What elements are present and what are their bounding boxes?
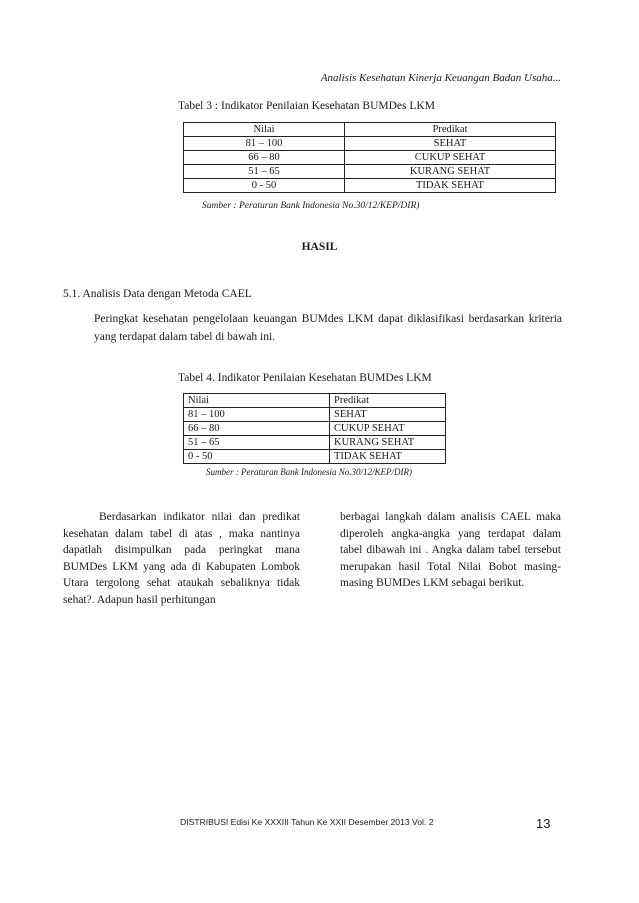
table-cell: TIDAK SEHAT <box>345 179 556 193</box>
table-cell: CUKUP SEHAT <box>345 151 556 165</box>
running-header: Analisis Kesehatan Kinerja Keuangan Badan Usaha... <box>320 72 561 84</box>
table-cell: 51 – 65 <box>184 165 345 179</box>
table-cell: 81 – 100 <box>184 408 330 422</box>
page-number: 13 <box>536 816 551 831</box>
table-row <box>184 151 556 165</box>
table3 <box>183 122 556 193</box>
table-row <box>184 422 446 436</box>
section-heading: HASIL <box>301 241 338 253</box>
table-header-cell: Nilai <box>184 123 345 137</box>
table3-source: Sumber : Peraturan Bank Indonesia No.30/12/KEP/DIR) <box>202 201 420 211</box>
table3-caption: Tabel 3 : Indikator Penilaian Kesehatan BUMDes LKM <box>178 100 435 112</box>
table4-caption: Tabel 4. Indikator Penilaian Kesehatan BUMDes LKM <box>178 372 432 384</box>
table-header-cell: Predikat <box>330 394 446 408</box>
table-cell: 0 - 50 <box>184 450 330 464</box>
subsection-paragraph: Peringkat kesehatan pengelolaan keuangan BUMdes LKM dapat diklasifikasi berdasarkan kriteria yang terdapat dalam tabel di bawah ini. <box>94 313 562 343</box>
table-cell: 66 – 80 <box>184 422 330 436</box>
table-header-cell: Predikat <box>345 123 556 137</box>
right-column <box>340 509 561 592</box>
table-row <box>184 165 556 179</box>
table-cell: 66 – 80 <box>184 151 345 165</box>
table4 <box>183 393 446 464</box>
table-cell: 81 – 100 <box>184 137 345 151</box>
table-row <box>184 450 446 464</box>
subsection-title: 5.1. Analisis Data dengan Metoda CAEL <box>63 288 252 300</box>
right-column-paragraph: berbagai langkah dalam analisis CAEL maka diperoleh angka-angka yang terdapat dalam tabel dibawah ini . Angka dalam tabel tersebut merupakan hasil Total Nilai Bobot masing-masing BUMDes LKM sebagai berikut. <box>340 511 561 589</box>
table-cell: 0 - 50 <box>184 179 345 193</box>
table-cell: SEHAT <box>345 137 556 151</box>
table-row <box>184 408 446 422</box>
table-header-row <box>184 123 556 137</box>
footer-text: DISTRIBUSI Edisi Ke XXXIII Tahun Ke XXII Desember 2013 Vol. 2 <box>180 817 434 827</box>
table-header-row <box>184 394 446 408</box>
table-cell: TIDAK SEHAT <box>330 450 446 464</box>
table-cell: CUKUP SEHAT <box>330 422 446 436</box>
table-row <box>184 137 556 151</box>
table-cell: KURANG SEHAT <box>330 436 446 450</box>
left-column-paragraph: Berdasarkan indikator nilai dan predikat kesehatan dalam tabel di atas , maka nantinya dapatlah disimpulkan pada peringkat mana BUMDes LKM yang ada di Kabupaten Lombok Utara tergolong sehat ataukah sebaliknya tidak sehat?. Adapun hasil perhitungan <box>63 511 300 606</box>
table-cell: KURANG SEHAT <box>345 165 556 179</box>
table-row <box>184 436 446 450</box>
table-row <box>184 179 556 193</box>
table-cell: SEHAT <box>330 408 446 422</box>
left-column <box>63 509 300 608</box>
table-cell: 51 – 65 <box>184 436 330 450</box>
table4-source: Sumber : Peraturan Bank Indonesia No.30/12/KEP/DIR) <box>206 467 412 477</box>
table-header-cell: Nilai <box>184 394 330 408</box>
